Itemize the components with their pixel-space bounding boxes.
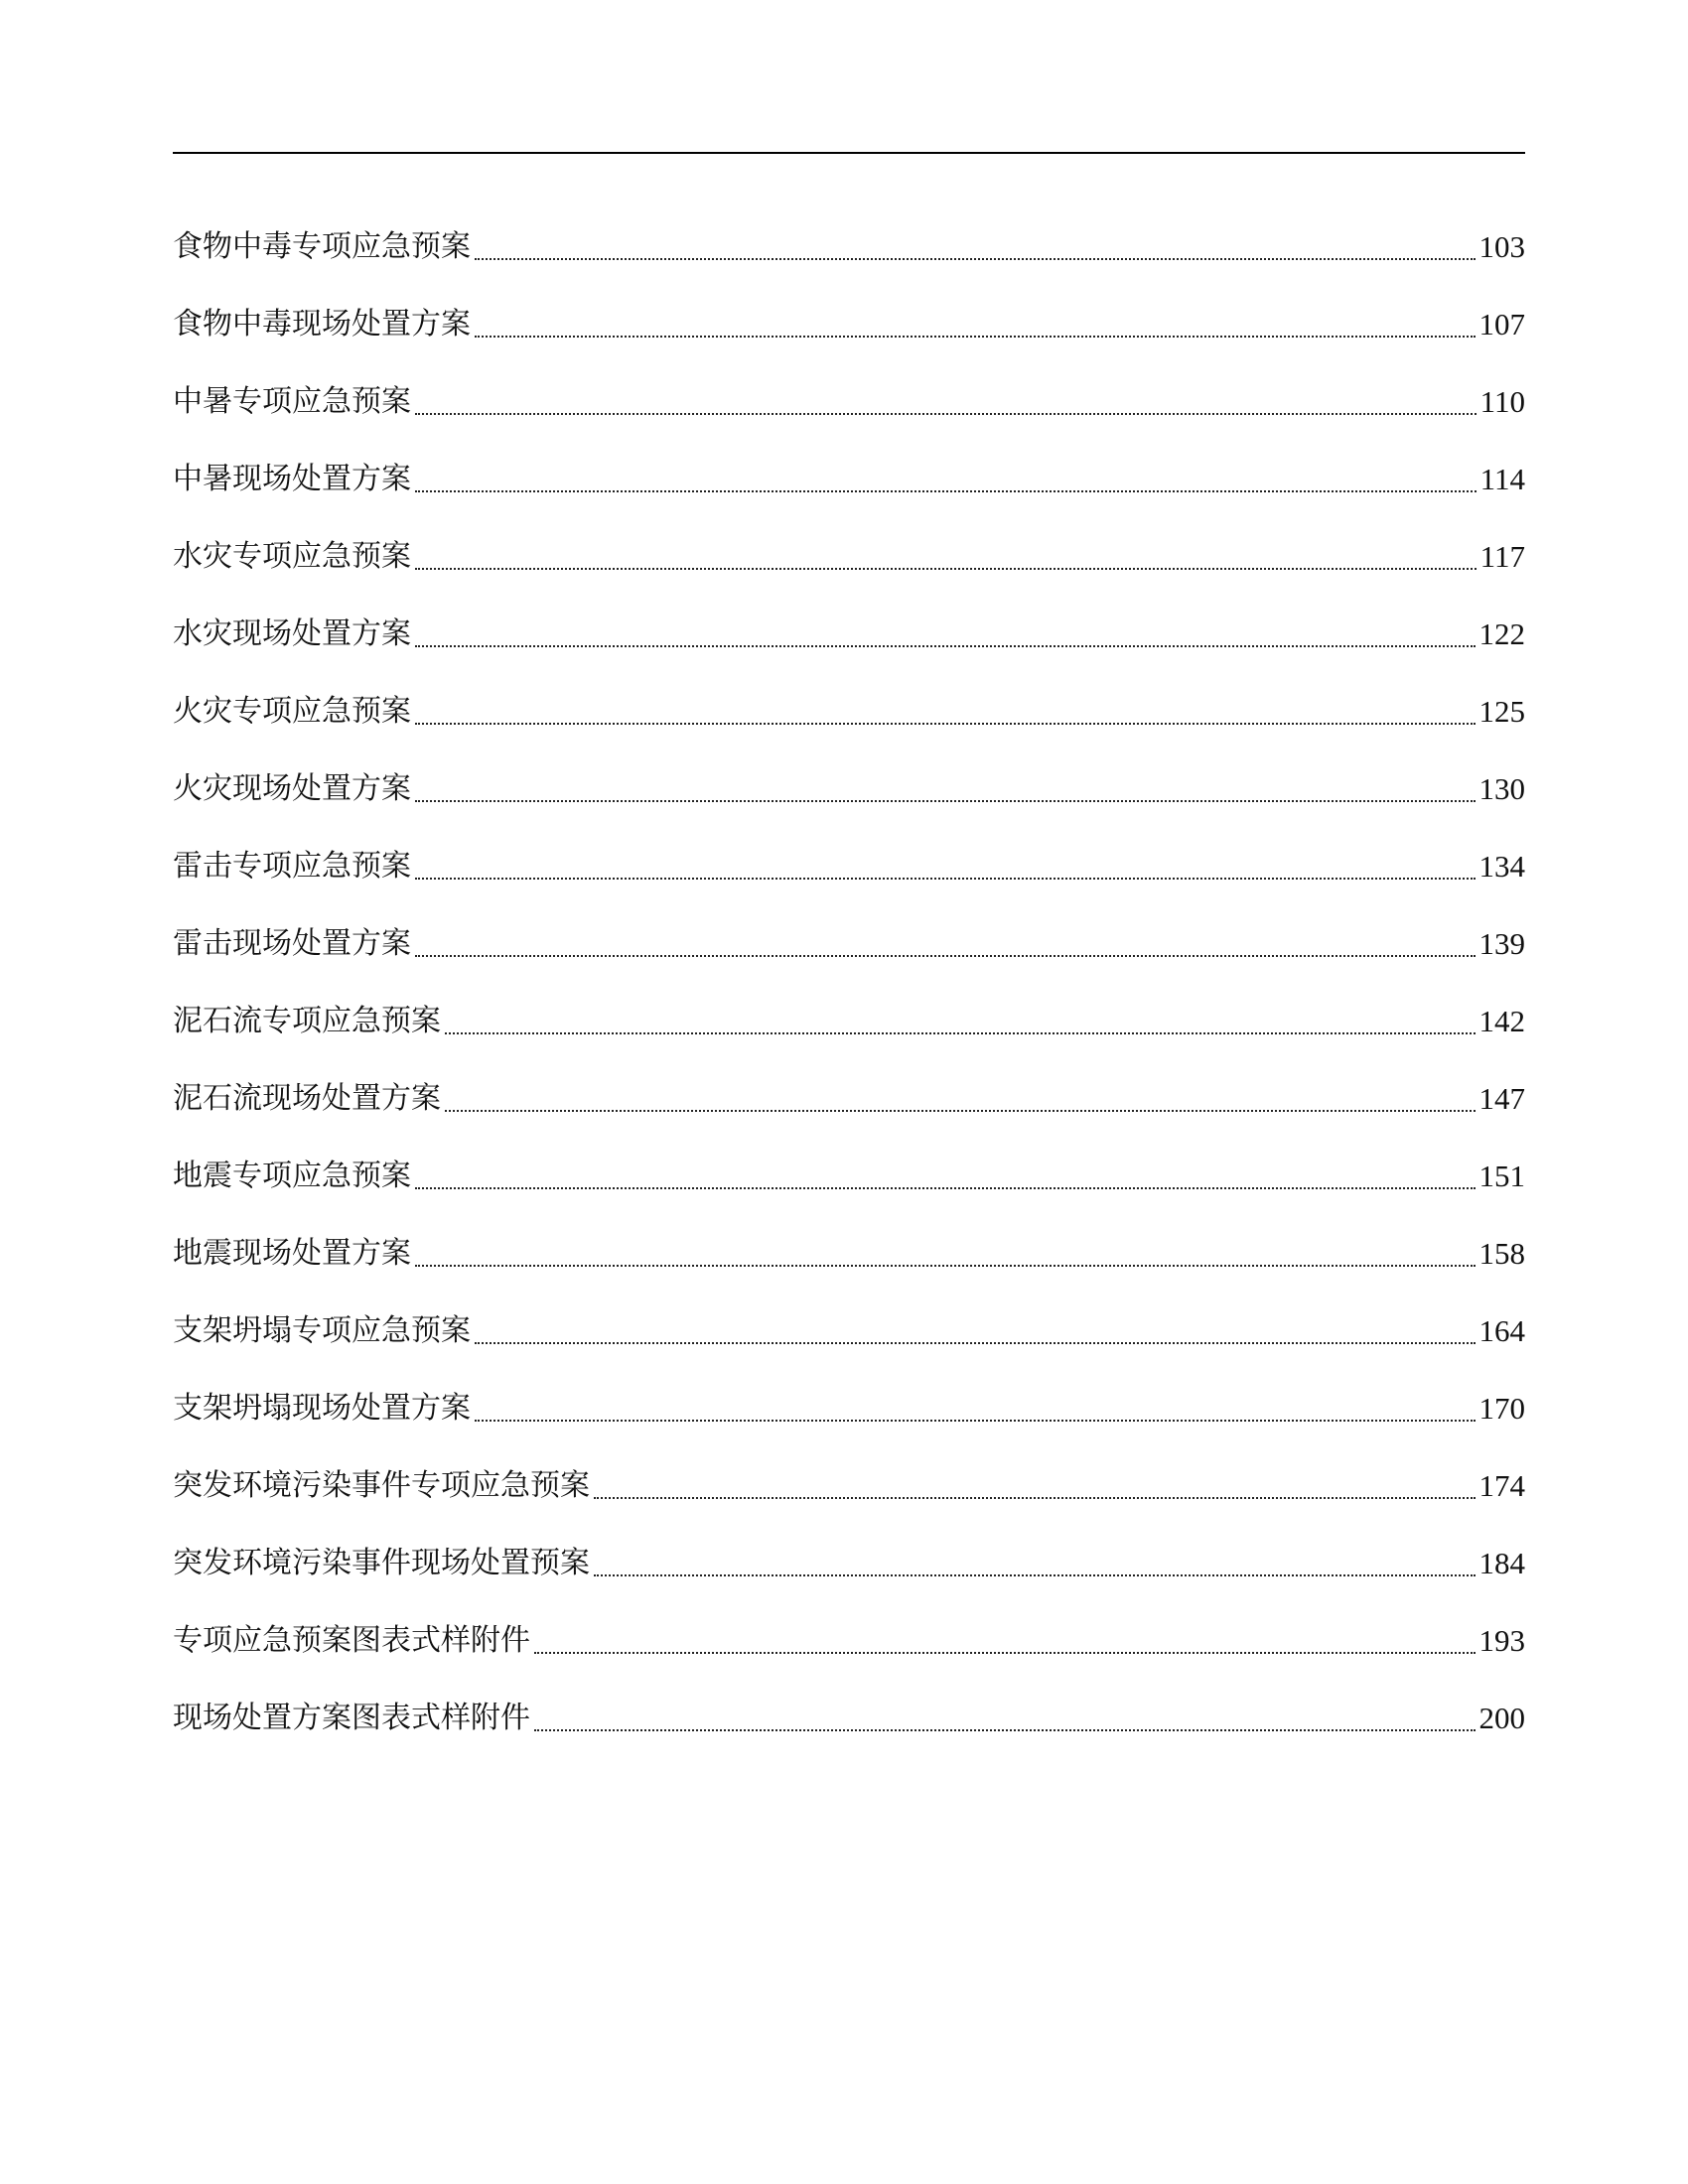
toc-entry-title: 突发环境污染事件现场处置预案 (173, 1546, 590, 1580)
toc-leader-dots (415, 1265, 1476, 1267)
toc-entry[interactable] (173, 596, 1525, 673)
toc-entry-page: 117 (1479, 539, 1525, 574)
toc-entry-title: 火灾现场处置方案 (173, 771, 411, 806)
toc-entry[interactable] (173, 1680, 1525, 1757)
toc-entry[interactable] (173, 1215, 1525, 1293)
toc-entry[interactable] (173, 673, 1525, 751)
toc-entry[interactable] (173, 1293, 1525, 1370)
toc-entry[interactable] (173, 286, 1525, 363)
toc-leader-dots (415, 955, 1476, 957)
toc-entry-page: 151 (1478, 1159, 1525, 1193)
toc-leader-dots (475, 336, 1476, 338)
toc-entry[interactable] (173, 983, 1525, 1060)
toc-leader-dots (475, 258, 1476, 260)
toc-leader-dots (534, 1729, 1476, 1731)
toc-leader-dots (415, 413, 1477, 415)
toc-entry-title: 水灾现场处置方案 (173, 616, 411, 651)
toc-entry-page: 147 (1478, 1081, 1525, 1116)
toc-entry-page: 122 (1478, 616, 1525, 651)
toc-entry[interactable] (173, 441, 1525, 518)
toc-leader-dots (594, 1574, 1476, 1576)
toc-entry-page: 107 (1478, 307, 1525, 341)
toc-leader-dots (415, 568, 1477, 570)
toc-entry-title: 中暑现场处置方案 (173, 462, 411, 496)
toc-entry-title: 地震专项应急预案 (173, 1159, 411, 1193)
toc-entry-page: 200 (1478, 1701, 1525, 1735)
toc-entry-page: 125 (1478, 694, 1525, 729)
toc-leader-dots (594, 1497, 1476, 1499)
toc-leader-dots (415, 1187, 1476, 1189)
toc-entry-title: 突发环境污染事件专项应急预案 (173, 1468, 590, 1503)
toc-entry[interactable] (173, 1060, 1525, 1138)
toc-leader-dots (415, 645, 1476, 647)
table-of-contents (173, 208, 1525, 1757)
toc-entry-page: 184 (1478, 1546, 1525, 1580)
toc-leader-dots (445, 1110, 1476, 1112)
toc-entry[interactable] (173, 905, 1525, 983)
toc-entry-page: 139 (1478, 926, 1525, 961)
toc-entry-title: 雷击现场处置方案 (173, 926, 411, 961)
toc-entry-page: 110 (1479, 384, 1525, 419)
toc-entry-page: 193 (1478, 1623, 1525, 1658)
toc-leader-dots (415, 723, 1476, 725)
toc-entry-title: 地震现场处置方案 (173, 1236, 411, 1271)
toc-entry-title: 支架坍塌专项应急预案 (173, 1313, 471, 1348)
toc-entry-page: 114 (1479, 462, 1525, 496)
toc-leader-dots (415, 800, 1476, 802)
toc-entry-title: 水灾专项应急预案 (173, 539, 411, 574)
toc-entry-title: 现场处置方案图表式样附件 (173, 1701, 530, 1735)
toc-entry-title: 食物中毒专项应急预案 (173, 229, 471, 264)
header-rule (173, 152, 1525, 154)
toc-entry-page: 158 (1478, 1236, 1525, 1271)
toc-leader-dots (534, 1652, 1476, 1654)
toc-leader-dots (445, 1032, 1476, 1034)
toc-leader-dots (415, 490, 1477, 492)
toc-entry[interactable] (173, 1525, 1525, 1602)
toc-leader-dots (475, 1342, 1476, 1344)
toc-leader-dots (415, 878, 1476, 880)
toc-entry[interactable] (173, 828, 1525, 905)
toc-entry-page: 174 (1478, 1468, 1525, 1503)
toc-entry[interactable] (173, 363, 1525, 441)
toc-entry[interactable] (173, 1447, 1525, 1525)
toc-entry-page: 130 (1478, 771, 1525, 806)
toc-entry[interactable] (173, 751, 1525, 828)
toc-leader-dots (475, 1420, 1476, 1422)
toc-entry-title: 中暑专项应急预案 (173, 384, 411, 419)
toc-entry-page: 142 (1478, 1004, 1525, 1038)
toc-entry-title: 专项应急预案图表式样附件 (173, 1623, 530, 1658)
toc-entry-page: 103 (1478, 229, 1525, 264)
toc-entry[interactable] (173, 1370, 1525, 1447)
toc-entry-title: 雷击专项应急预案 (173, 849, 411, 884)
toc-entry-title: 泥石流现场处置方案 (173, 1081, 441, 1116)
toc-entry[interactable] (173, 1602, 1525, 1680)
toc-entry-page: 134 (1478, 849, 1525, 884)
toc-entry[interactable] (173, 208, 1525, 286)
toc-entry-title: 食物中毒现场处置方案 (173, 307, 471, 341)
toc-entry-page: 164 (1478, 1313, 1525, 1348)
toc-entry-title: 支架坍塌现场处置方案 (173, 1391, 471, 1426)
toc-entry[interactable] (173, 1138, 1525, 1215)
toc-entry-title: 火灾专项应急预案 (173, 694, 411, 729)
toc-entry[interactable] (173, 518, 1525, 596)
toc-entry-title: 泥石流专项应急预案 (173, 1004, 441, 1038)
toc-entry-page: 170 (1478, 1391, 1525, 1426)
